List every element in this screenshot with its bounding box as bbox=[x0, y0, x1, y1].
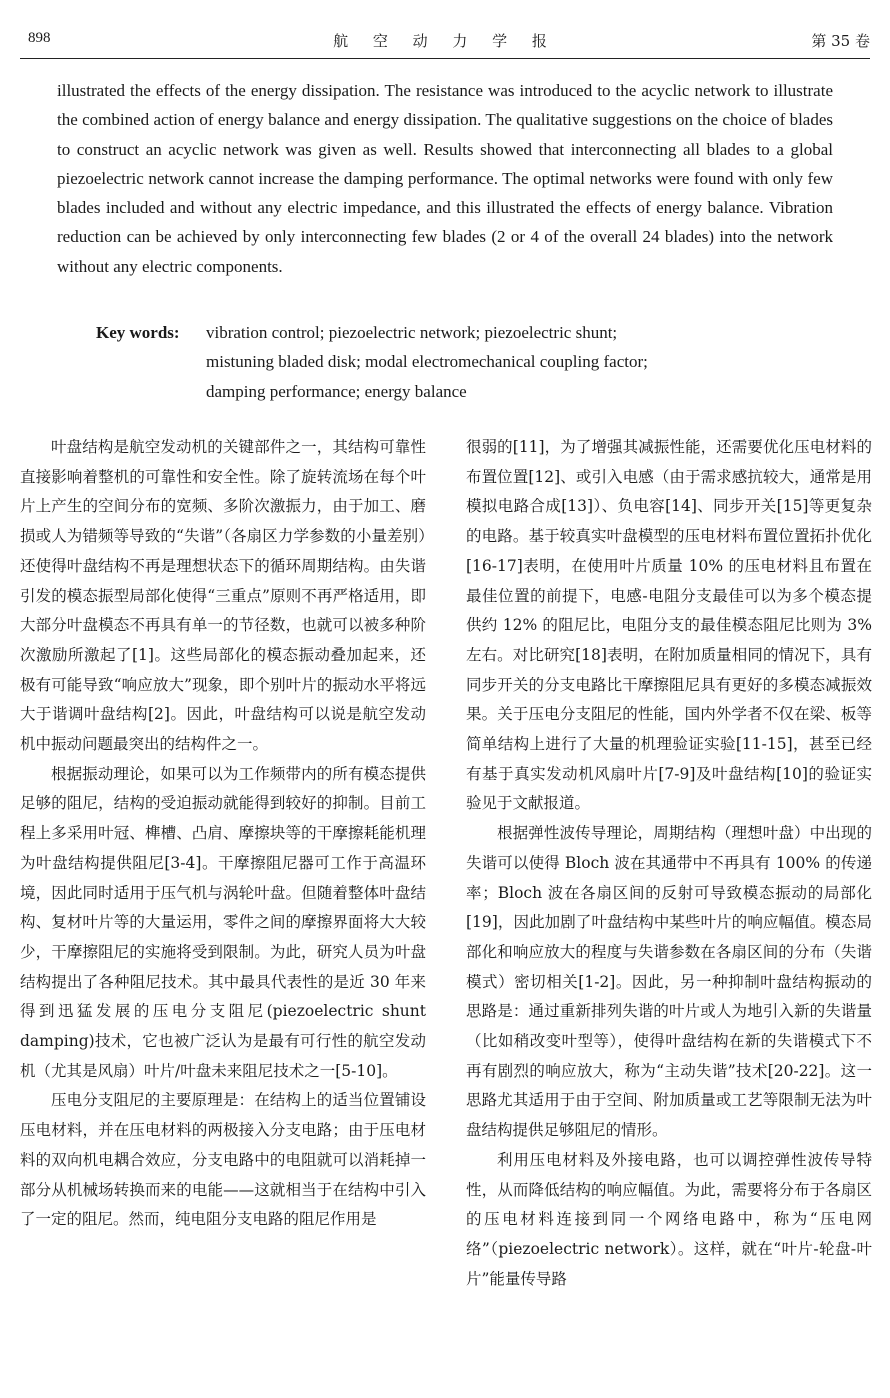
keywords-line: mistuning bladed disk; modal electromechanical coupling factor; bbox=[206, 352, 648, 372]
paragraph: 很弱的[11]，为了增强其减振性能，还需要优化压电材料的布置位置[12]、或引入电感（由于需求感抗较大，通常是用模拟电路合成[13]）、负电容[14]、同步开关[15]等更复杂的电路。基于较真实叶盘模型的压电材料布置位置拓扑优化[16-17]表明，在使用叶片质量 10% 的压电材料且布置在最佳位置的前提下，电感-电阻分支最佳可以为多个模态提供约 12% 的阻尼比，电阻分支的最佳模态阻尼比则为 3% 左右。对比研究[18]表明，在附加质量相同的情况下，具有同步开关的分支电路比干摩擦阻尼具有更好的多模态减振效果。关于压电分支阻尼的性能，国内外学者不仅在梁、板等简单结构上进行了大量的机理验证实验[11-15]，甚至已经有基于真实发动机风扇叶片[7-9]及叶盘结构[10]的验证实验见于文献报道。 bbox=[466, 438, 872, 813]
paragraph: 利用压电材料及外接电路，也可以调控弹性波传导特性，从而降低结构的响应幅值。为此，需要将分布于各扇区的压电材料连接到同一个网络电路中，称为“压电网络”（piezoelectric network）。这样，就在“叶片-轮盘-叶片”能量传导路 bbox=[466, 1150, 872, 1288]
paragraph: 压电分支阻尼的主要原理是：在结构上的适当位置铺设压电材料，并在压电材料的两极接入分支电路；由于压电材料的双向机电耦合效应，分支电路中的电阻就可以消耗掉一部分从机械场转换而来的电能——这就相当于在结构中引入了一定的阻尼。然而，纯电阻分支电路的阻尼作用是 bbox=[20, 1091, 426, 1229]
keywords-line: damping performance; energy balance bbox=[206, 381, 467, 401]
body-column-right bbox=[466, 433, 872, 1294]
volume-label: 第 35 卷 bbox=[811, 32, 870, 50]
keywords-line: vibration control; piezoelectric network; piezoelectric shunt; bbox=[206, 323, 618, 342]
page-header bbox=[20, 28, 870, 59]
paragraph: 根据弹性波传导理论，周期结构（理想叶盘）中出现的失谐可以使得 Bloch 波在其通带中不再具有 100% 的传递率；Bloch 波在各扇区间的反射可导致模态振动的局部化[19]，因此加剧了叶盘结构中某些叶片的响应幅值。模态局部化和响应放大的程度与失谐参数在各扇区间的分布（失谐模式）密切相关[1-2]。因此，另一种抑制叶盘结构振动的思路是：通过重新排列失谐的叶片或人为地引入新的失谐量（比如稍改变叶型等），使得叶盘结构在新的失谐模式下不再有剧烈的响应放大，称为“主动失谐”技术[20-22]。这一思路尤其适用于由于空间、附加质量或工艺等限制无法为叶盘结构提供足够阻尼的情形。 bbox=[466, 824, 872, 1140]
paragraph: 根据振动理论，如果可以为工作频带内的所有模态提供足够的阻尼，结构的受迫振动就能得到较好的抑制。目前工程上多采用叶冠、榫槽、凸肩、摩擦块等的干摩擦耗能机理为叶盘结构提供阻尼[3-4]。干摩擦阻尼器可工作于高温环境，因此同时适用于压气机与涡轮叶盘。但随着整体叶盘结构、复材叶片等的大量运用，零件之间的摩擦界面将大大较少，干摩擦阻尼的实施将受到限制。为此，研究人员为叶盘结构提出了各种阻尼技术。其中最具代表性的是近 30 年来得到迅猛发展的压电分支阻尼(piezoelectric shunt damping)技术，它也被广泛认为是最有可行性的航空发动机（尤其是风扇）叶片/叶盘未来阻尼技术之一[5-10]。 bbox=[20, 764, 426, 1080]
keywords-list bbox=[206, 318, 836, 406]
paragraph: 叶盘结构是航空发动机的关键部件之一，其结构可靠性直接影响着整机的可靠性和安全性。除了旋转流场在每个叶片上产生的空间分布的宽频、多阶次激振力，由于加工、磨损或人为错频等导致的“失谐”（各扇区力学参数的小量差别）还使得叶盘结构不再是理想状态下的循环周期结构。由失谐引发的模态振型局部化使得“三重点”原则不再严格适用，即大部分叶盘模态不再具有单一的节径数，也就可以被多种阶次激励所激起了[1]。这些局部化的模态振动叠加起来，还极有可能导致“响应放大”现象，即个别叶片的振动水平将远大于谐调叶盘结构[2]。因此，叶盘结构可以说是航空发动机中振动问题最突出的结构件之一。 bbox=[20, 438, 426, 754]
body-column-left bbox=[20, 433, 426, 1235]
keywords-label: Key words: bbox=[96, 323, 180, 342]
page-number: 898 bbox=[28, 30, 51, 46]
abstract-text: illustrated the effects of the energy dissipation. The resistance was introduced to the acyclic network to illustrate the combined action of energy balance and energy dissipation. The qualitative suggestions on the choice of blades to construct an acyclic network was given as well. Results showed that interconnecting all blades to a global piezoelectric network cannot increase the damping performance. The optimal networks were found with only few blades included and without any electric impedance, and this illustrated the effects of energy balance. Vibration reduction can be achieved by only interconnecting few blades (2 or 4 of the overall 24 blades) into the network without any electric components. bbox=[57, 81, 833, 276]
journal-title: 航 空 动 力 学 报 bbox=[333, 32, 557, 50]
